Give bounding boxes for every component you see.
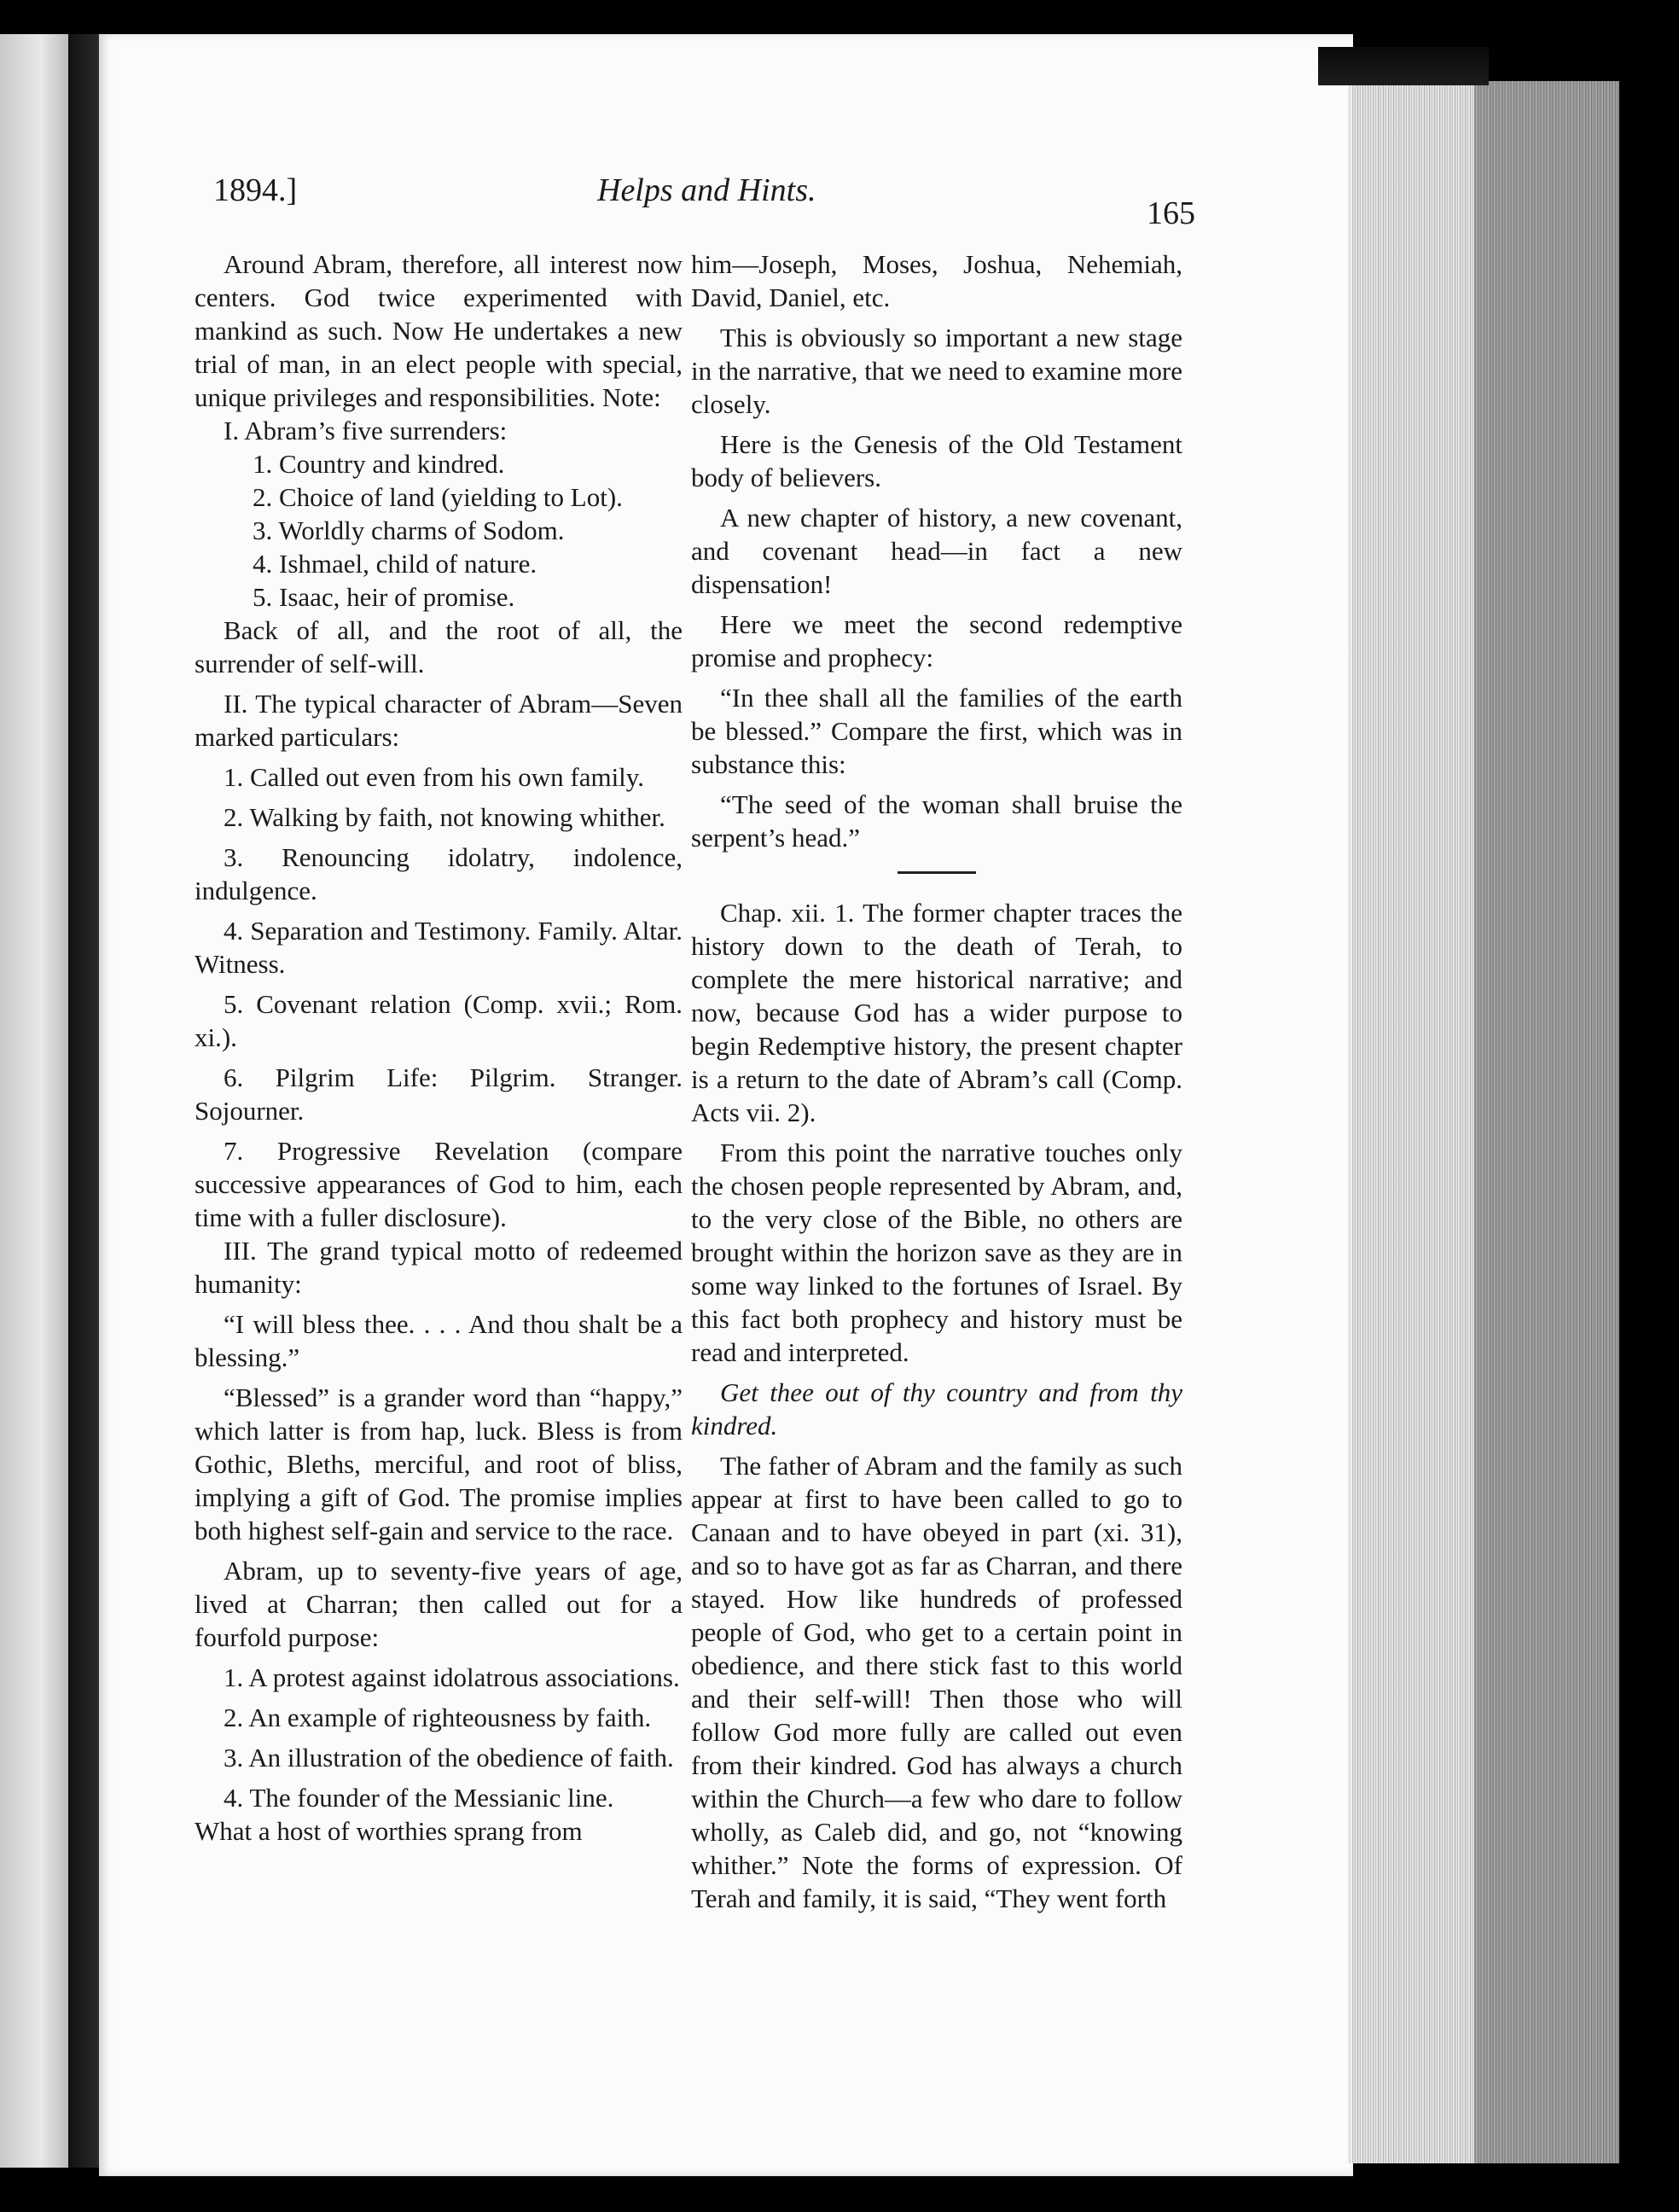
paragraph: What a host of worthies sprang from [195, 1816, 583, 1846]
list-item: 1. A protest against idolatrous associations. [224, 1662, 680, 1692]
page-corner-shadow [1318, 47, 1489, 85]
list-item: 2. An example of righteousness by faith. [224, 1703, 652, 1732]
list-item: 5. Isaac, heir of promise. [253, 582, 515, 612]
list-item: 1. Called out even from his own family. [224, 762, 645, 792]
paragraph: Here is the Genesis of the Old Testament body of believers. [691, 429, 1182, 492]
list-item: 3. Worldly charms of Sodom. [253, 515, 565, 545]
paragraph: Abram, up to seventy-five years of age, lived at Charran; then called out for a fourfold purpose: [195, 1556, 683, 1652]
running-head-title: Helps and Hints. [597, 172, 816, 208]
paragraph: The father of Abram and the family as such appear at first to have been called to go to Canaan and to have obeyed in part (xi. 31), and so to have got as far as Charran, and there stayed. How like hundreds of professed people of God, who get to a certain point in obedience, and there stick fast to this world and their self-will! Then those who will follow God more fully are called out even from their kindred. God has always a church within the Church—a few who dare to follow wholly, as Caleb did, and go, not “knowing whither.” Note the forms of expression. Of Terah and family, it is said, “They went forth [691, 1451, 1182, 1913]
list-item: 4. Separation and Testimony. Family. Altar. Witness. [195, 916, 683, 979]
page-edges [1348, 47, 1476, 2163]
list-item: 6. Pilgrim Life: Pilgrim. Stranger. Sojourner. [195, 1062, 683, 1126]
running-head-year: 1894.] [213, 172, 298, 208]
paragraph: Around Abram, therefore, all interest now centers. God twice experimented with mankind as such. Now He undertakes a new trial of man, in an elect people with special, unique privileges and responsibilities. Note: [195, 249, 683, 412]
scripture-quote: Get thee out of thy country and from thy kindred. [691, 1377, 1182, 1441]
left-text-column [195, 247, 683, 1848]
paragraph: This is obviously so important a new stage in the narrative, that we need to examine more closely. [691, 323, 1182, 419]
quotation: “I will bless thee. . . . And thou shalt be a blessing.” [195, 1309, 683, 1372]
paragraph: “Blessed” is a grander word than “happy,” which latter is from hap, luck. Bless is from Gothic, Bleths, merciful, and root of bliss, implying a gift of God. The promise implies both highest self-gain and service to the race. [195, 1382, 683, 1545]
book-gutter [68, 34, 99, 2168]
list-item: 3. Renouncing idolatry, indolence, indulgence. [195, 842, 683, 905]
heading-point: III. The grand typical motto of redeemed humanity: [195, 1236, 683, 1299]
list-item: 5. Covenant relation (Comp. xvii.; Rom. xi.). [195, 989, 683, 1052]
list-item: 2. Walking by faith, not knowing whither. [224, 802, 665, 832]
list-item: 4. Ishmael, child of nature. [253, 549, 537, 579]
right-text-column [691, 247, 1182, 1915]
paragraph: Here we meet the second redemptive promise and prophecy: [691, 609, 1182, 672]
chapter-paragraph: Chap. xii. 1. The former chapter traces the history down to the death of Terah, to complete the mere historical narrative; and now, because God has a wider purpose to begin Redemptive history, the present chapter is a return to the date of Abram’s call (Comp. Acts vii. 2). [691, 898, 1182, 1127]
section-rule [898, 871, 976, 874]
list-item: 7. Progressive Revelation (compare successive appearances of God to him, each time with a fuller disclosure). [195, 1136, 683, 1232]
book-fore-edge [1474, 81, 1619, 2163]
list-item: 4. The founder of the Messianic line. [224, 1783, 614, 1813]
paragraph: From this point the narrative touches only the chosen people represented by Abram, and, to the very close of the Bible, no others are brought within the horizon save as they are in some way linked to the fortunes of Israel. By this fact both prophecy and history must be read and interpreted. [691, 1138, 1182, 1367]
page-number: 165 [1147, 195, 1195, 231]
heading-point: I. Abram’s five surrenders: [224, 416, 508, 445]
heading-point: II. The typical character of Abram—Seven marked particulars: [195, 689, 683, 752]
list-item: 3. An illustration of the obedience of faith. [224, 1743, 674, 1773]
list-item: 2. Choice of land (yielding to Lot). [253, 482, 623, 512]
paragraph: A new chapter of history, a new covenant, and covenant head—in fact a new dispensation! [691, 503, 1182, 599]
list-item: 1. Country and kindred. [253, 449, 505, 479]
paragraph: him—Joseph, Moses, Joshua, Nehemiah, David, Daniel, etc. [691, 249, 1182, 312]
paragraph: Back of all, and the root of all, the surrender of self-will. [195, 615, 683, 678]
quotation: “The seed of the woman shall bruise the serpent’s head.” [691, 789, 1182, 853]
facing-page-edge [0, 34, 68, 2168]
quotation: “In thee shall all the families of the earth be blessed.” Compare the first, which was in substance this: [691, 683, 1182, 779]
